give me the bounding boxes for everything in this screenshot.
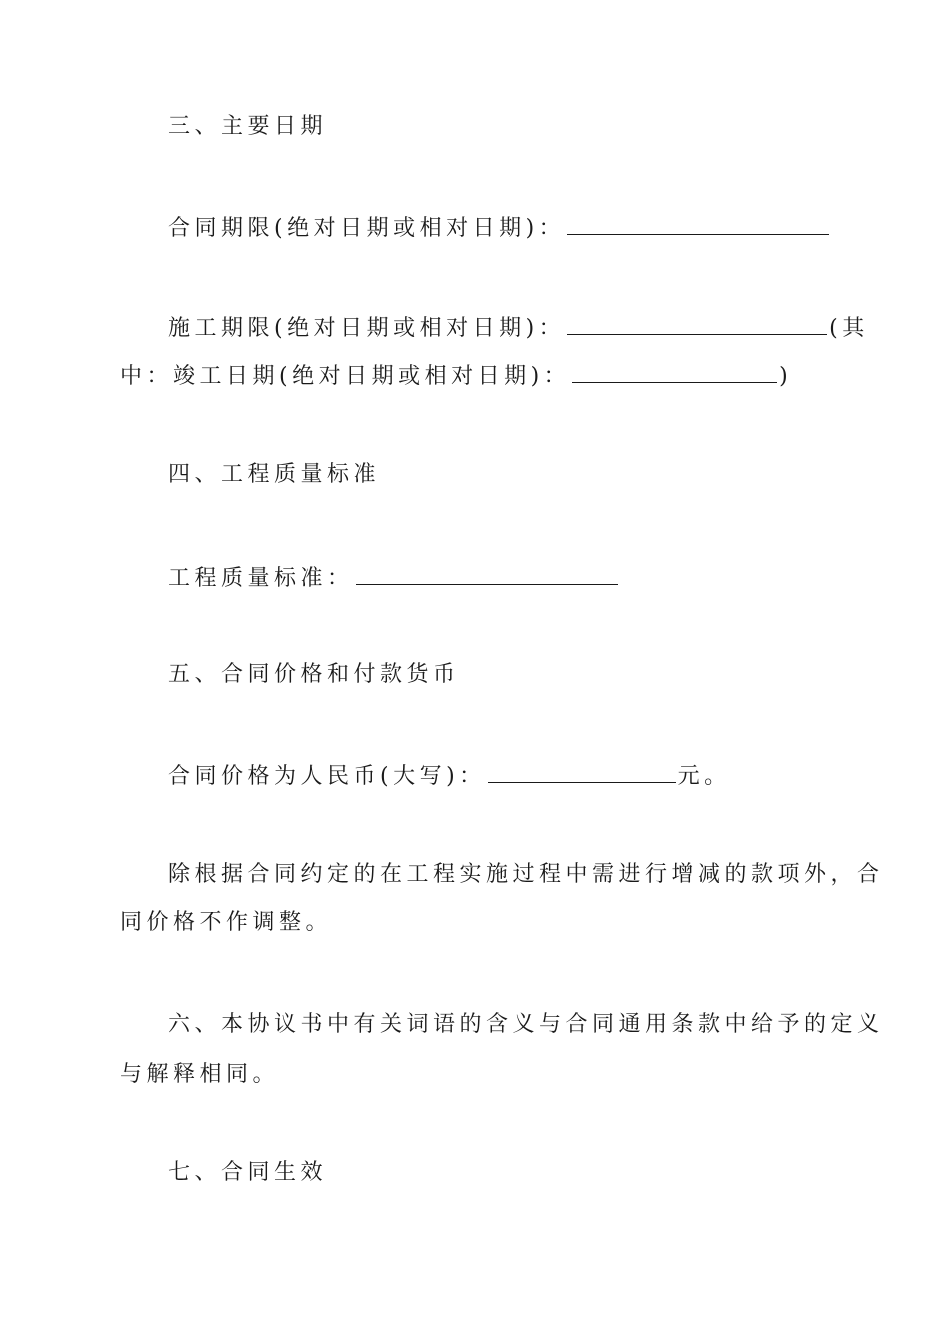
construction-term-suffix: (其 — [829, 316, 869, 341]
contract-term-blank — [567, 212, 829, 235]
completion-date-label: 中：竣工日期(绝对日期或相对日期)： — [120, 364, 571, 389]
section-4-heading: 四、工程质量标准 — [168, 462, 381, 487]
section-3-heading: 三、主要日期 — [168, 114, 328, 139]
price-adjust-line-2: 同价格不作调整。 — [120, 910, 333, 935]
contract-price-unit: 元。 — [677, 764, 731, 789]
quality-standard-label: 工程质量标准： — [168, 566, 354, 591]
contract-price-blank — [488, 760, 676, 783]
quality-standard-blank — [356, 562, 618, 585]
completion-date-line — [0, 360, 950, 392]
construction-term-blank — [567, 312, 827, 335]
contract-term-line — [0, 212, 950, 244]
contract-term-label: 合同期限(绝对日期或相对日期)： — [168, 216, 566, 241]
construction-term-label: 施工期限(绝对日期或相对日期)： — [168, 316, 566, 341]
contract-price-label: 合同价格为人民币(大写)： — [168, 764, 486, 789]
section-5-heading: 五、合同价格和付款货币 — [168, 662, 460, 687]
construction-term-line — [0, 312, 950, 344]
section-6-line-1: 六、本协议书中有关词语的含义与合同通用条款中给予的定义 — [168, 1012, 884, 1037]
completion-date-suffix: ) — [779, 364, 793, 389]
section-7-heading: 七、合同生效 — [168, 1160, 328, 1185]
section-6-line-2: 与解释相同。 — [120, 1062, 280, 1087]
price-adjust-line-1: 除根据合同约定的在工程实施过程中需进行增减的款项外，合 — [168, 862, 884, 887]
contract-price-line — [0, 760, 950, 792]
completion-date-blank — [572, 360, 777, 383]
quality-standard-line — [0, 562, 950, 594]
